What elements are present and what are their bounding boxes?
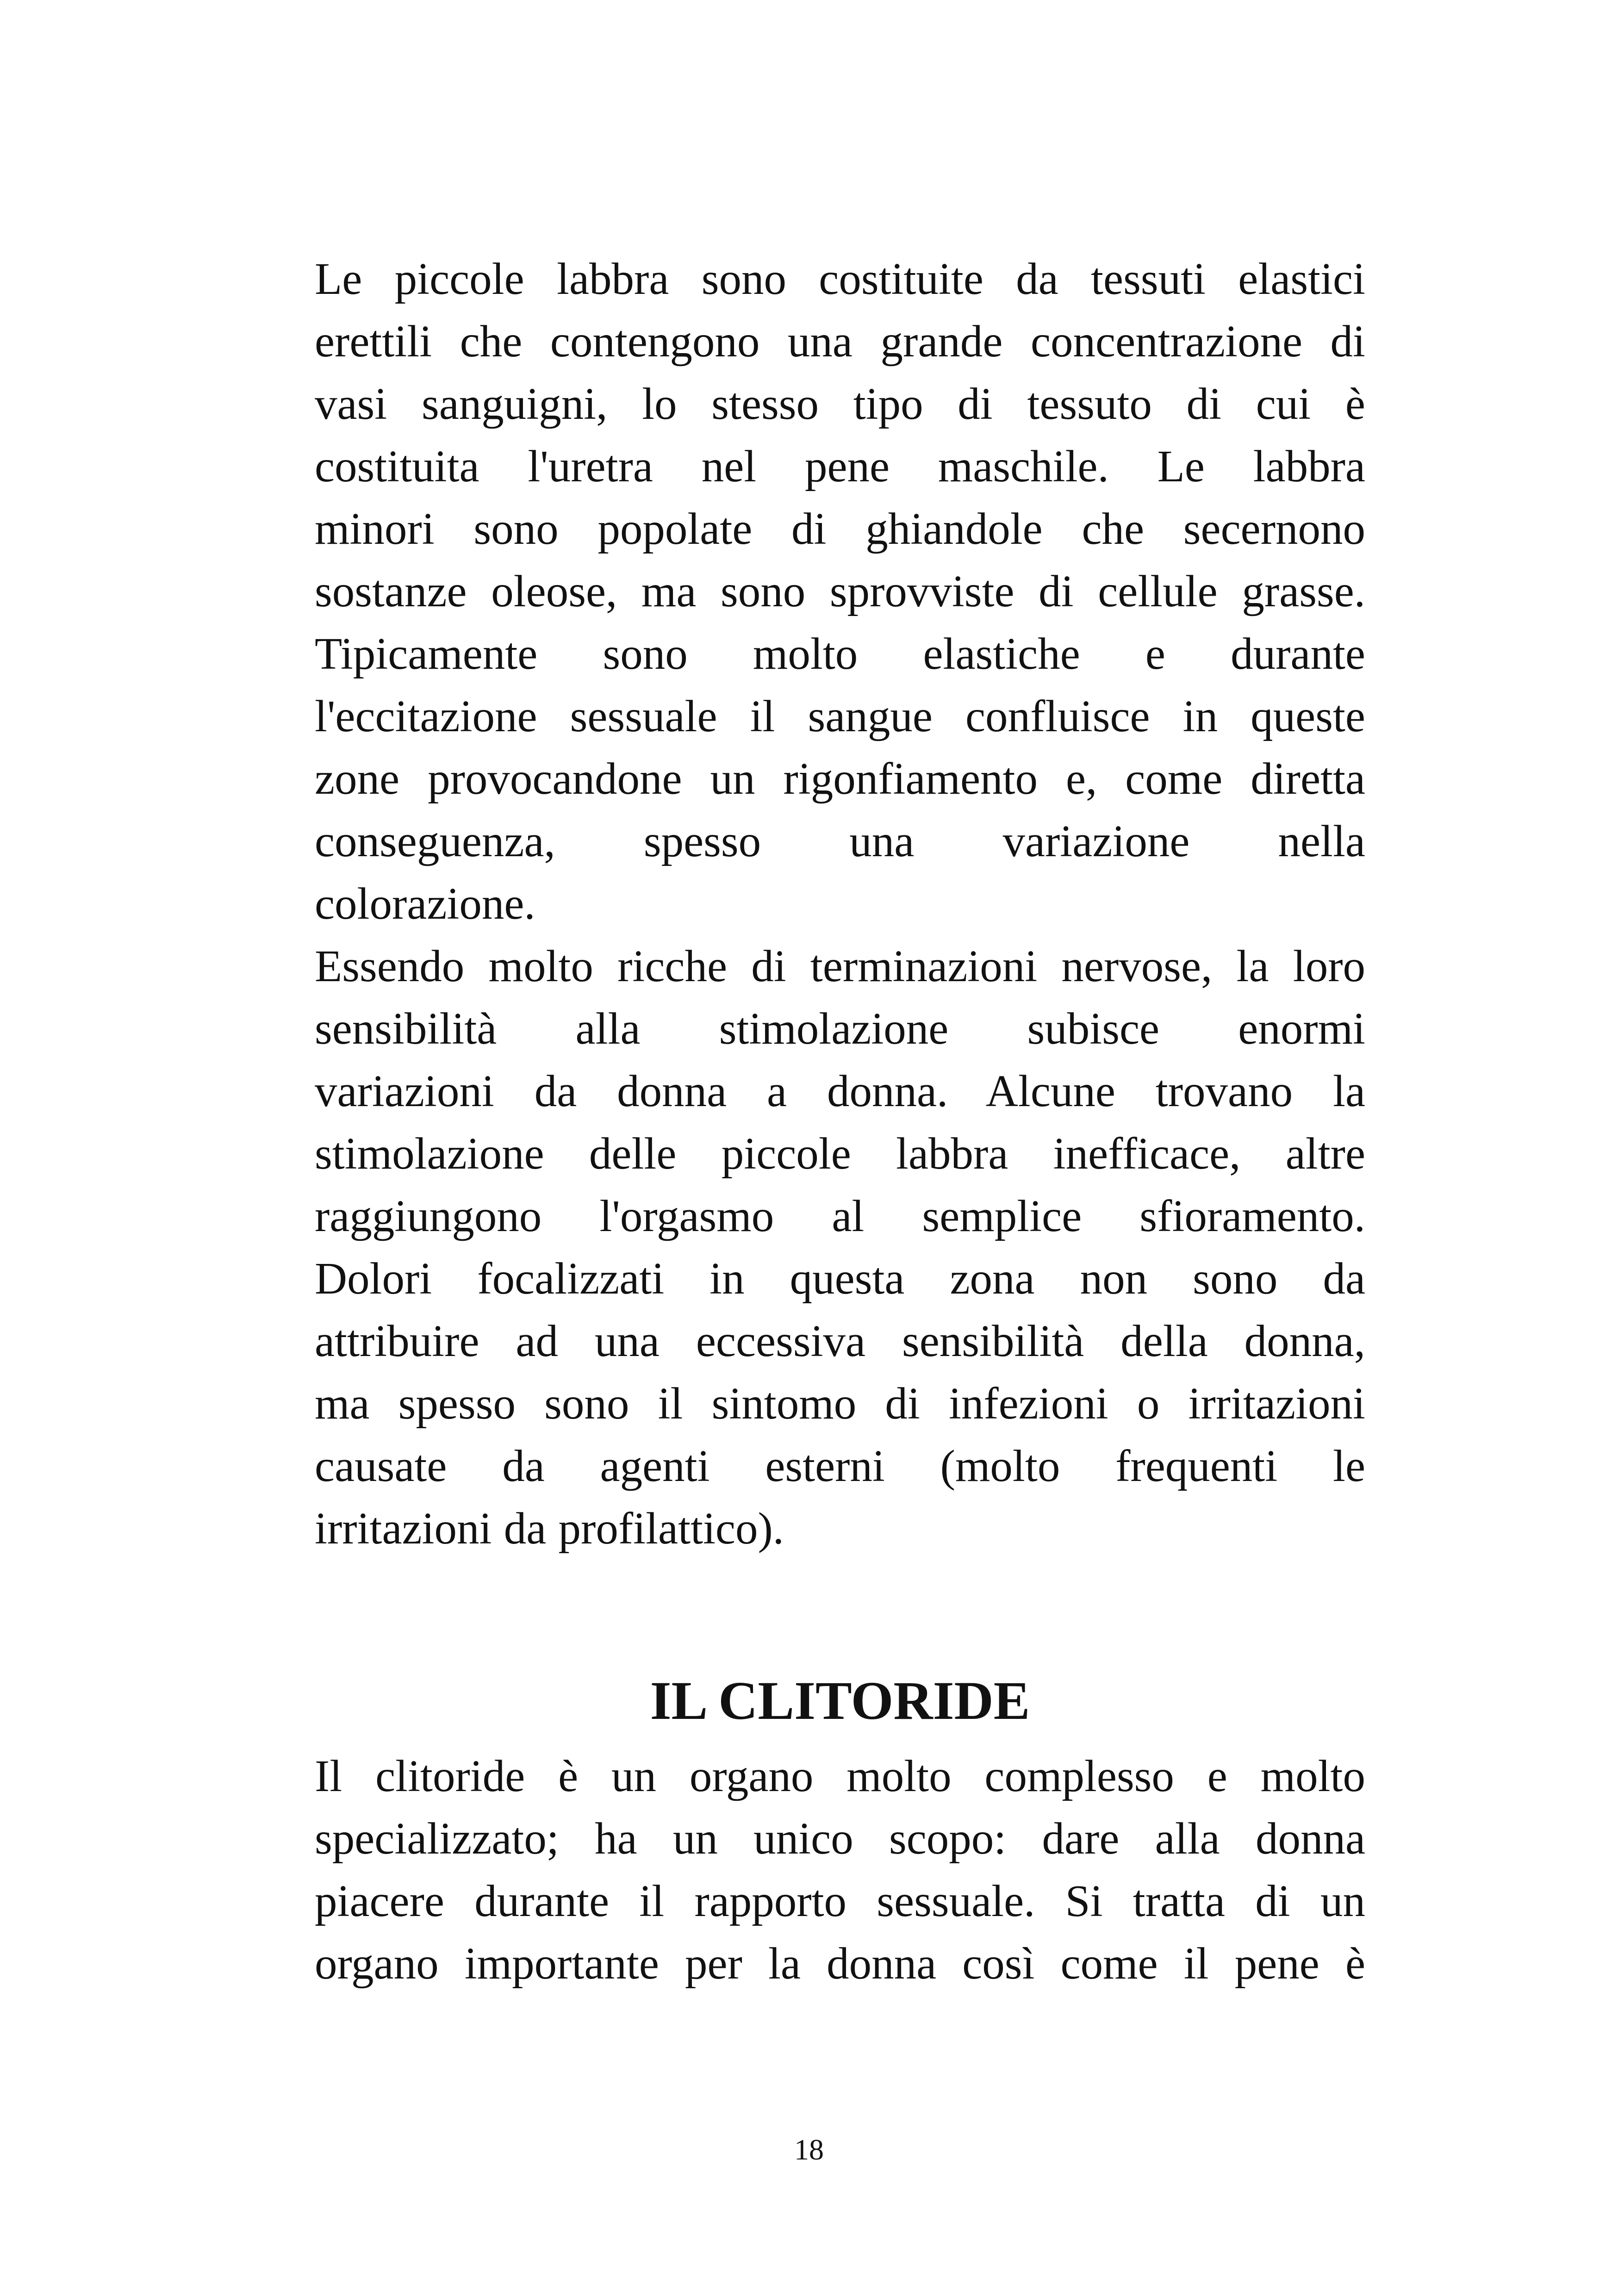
text-line: Essendo molto ricche di terminazioni nervose, la loro (315, 941, 1365, 991)
text-line: variazioni da donna a donna. Alcune trovano la (315, 1066, 1365, 1116)
text-line: colorazione. (315, 879, 535, 928)
text-line: attribuire ad una eccessiva sensibilità della donna, (315, 1316, 1365, 1366)
text-line: specializzato; ha un unico scopo: dare alla donna (315, 1814, 1365, 1863)
text-line: l'eccitazione sessuale il sangue confluisce in queste (315, 691, 1365, 741)
text-line: causate da agenti esterni (molto frequenti le (315, 1441, 1365, 1491)
page-number: 18 (794, 2133, 824, 2166)
body-text-section-2 (315, 1745, 1365, 1995)
text-line: Dolori focalizzati in questa zona non sono da (315, 1254, 1365, 1303)
text-line: Tipicamente sono molto elastiche e durante (315, 629, 1365, 678)
text-line: Le piccole labbra sono costituite da tessuti elastici (315, 254, 1365, 304)
paragraph-piccole-labbra (315, 248, 1365, 935)
paragraph-sensibilita (315, 935, 1365, 1560)
text-line: organo importante per la donna così come il pene è (315, 1939, 1365, 1988)
text-line: piacere durante il rapporto sessuale. Si tratta di un (315, 1876, 1365, 1926)
text-line: sostanze oleose, ma sono sprovviste di cellule grasse. (315, 566, 1365, 616)
text-line: stimolazione delle piccole labbra inefficace, altre (315, 1129, 1365, 1178)
text-line: sensibilità alla stimolazione subisce enormi (315, 1004, 1365, 1053)
text-line: conseguenza, spesso una variazione nella (315, 816, 1365, 866)
paragraph-clitoride (315, 1745, 1365, 1995)
text-line: minori sono popolate di ghiandole che secernono (315, 504, 1365, 554)
text-line: raggiungono l'orgasmo al semplice sfioramento. (315, 1191, 1365, 1241)
body-text-section-1 (315, 248, 1365, 1560)
section-heading: IL CLITORIDE (650, 1670, 1030, 1731)
text-line: erettili che contengono una grande concentrazione di (315, 317, 1365, 366)
text-line: zone provocandone un rigonfiamento e, come diretta (315, 754, 1365, 803)
text-line: ma spesso sono il sintomo di infezioni o irritazioni (315, 1379, 1365, 1428)
text-line: costituita l'uretra nel pene maschile. Le labbra (315, 442, 1365, 491)
text-line: vasi sanguigni, lo stesso tipo di tessuto di cui è (315, 379, 1365, 429)
text-line: Il clitoride è un organo molto complesso e molto (315, 1751, 1365, 1801)
text-line: irritazioni da profilattico). (315, 1504, 784, 1553)
